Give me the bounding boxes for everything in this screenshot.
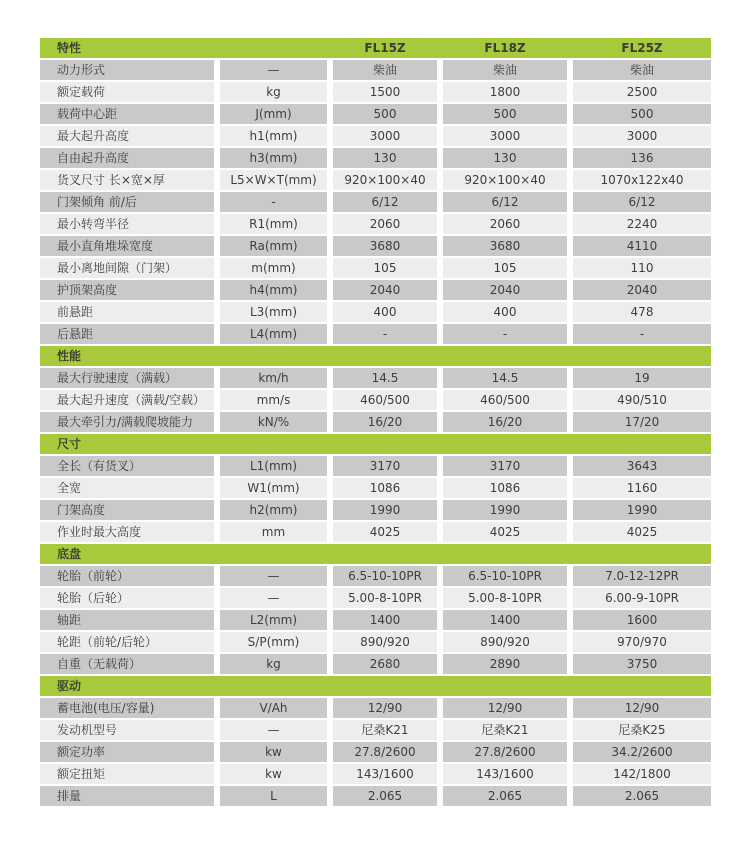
- spec-row-value-fl15z: 890/920: [333, 632, 437, 652]
- spec-table: [40, 38, 711, 808]
- spec-row-value-fl18z: 130: [443, 148, 567, 168]
- spec-row-unit: L5×W×T(mm): [220, 170, 327, 190]
- spec-row-value-fl18z: 4025: [443, 522, 567, 542]
- spec-row-label: 作业时最大高度: [40, 522, 214, 542]
- spec-row: [40, 258, 711, 278]
- spec-row-value-fl25z: 3000: [573, 126, 711, 146]
- spec-row-value-fl18z: 460/500: [443, 390, 567, 410]
- spec-row: [40, 390, 711, 410]
- section-header-row: [40, 676, 711, 696]
- spec-row-value-fl18z: -: [443, 324, 567, 344]
- spec-row-value-fl15z: 6.5-10-10PR: [333, 566, 437, 586]
- table-header-row: [40, 38, 711, 58]
- spec-row-value-fl18z: 3680: [443, 236, 567, 256]
- spec-row-value-fl18z: 143/1600: [443, 764, 567, 784]
- spec-row: [40, 324, 711, 344]
- spec-row-label: 全长（有货叉）: [40, 456, 214, 476]
- spec-row-value-fl25z: -: [573, 324, 711, 344]
- spec-row: [40, 126, 711, 146]
- spec-row-value-fl15z: 14.5: [333, 368, 437, 388]
- header-col-fl18z: FL18Z: [484, 41, 526, 55]
- spec-row-unit: kg: [220, 82, 327, 102]
- header-feature-label: 特性: [57, 41, 82, 55]
- spec-row-value-fl25z: 1600: [573, 610, 711, 630]
- spec-row-label: 最大起升高度: [40, 126, 214, 146]
- spec-row-unit: —: [220, 60, 327, 80]
- spec-row: [40, 500, 711, 520]
- spec-row-value-fl15z: 130: [333, 148, 437, 168]
- spec-row-value-fl15z: 2060: [333, 214, 437, 234]
- spec-row-value-fl25z: 6.00-9-10PR: [573, 588, 711, 608]
- section-title: 驱动: [57, 679, 82, 693]
- spec-row-value-fl18z: 2.065: [443, 786, 567, 806]
- spec-row-label: 前悬距: [40, 302, 214, 322]
- spec-row-value-fl25z: 500: [573, 104, 711, 124]
- spec-row-value-fl15z: 3000: [333, 126, 437, 146]
- spec-row: [40, 170, 711, 190]
- spec-row-value-fl15z: 1990: [333, 500, 437, 520]
- spec-row-unit: L3(mm): [220, 302, 327, 322]
- spec-row-value-fl25z: 2500: [573, 82, 711, 102]
- spec-row-value-fl25z: 3643: [573, 456, 711, 476]
- spec-row-value-fl18z: 柴油: [443, 60, 567, 80]
- spec-row-value-fl25z: 110: [573, 258, 711, 278]
- spec-row-value-fl25z: 柴油: [573, 60, 711, 80]
- spec-row-value-fl18z: 2040: [443, 280, 567, 300]
- section-header-row: [40, 544, 711, 564]
- spec-row-value-fl15z: 6/12: [333, 192, 437, 212]
- spec-row: [40, 566, 711, 586]
- spec-row-value-fl15z: 500: [333, 104, 437, 124]
- spec-row-value-fl25z: 2240: [573, 214, 711, 234]
- spec-row-value-fl25z: 17/20: [573, 412, 711, 432]
- spec-row-unit: kg: [220, 654, 327, 674]
- spec-row-label: 额定扭矩: [40, 764, 214, 784]
- spec-row: [40, 588, 711, 608]
- spec-row-label: 蓄电池(电压/容量): [40, 698, 214, 718]
- spec-row-label: 最小直角堆垛宽度: [40, 236, 214, 256]
- spec-row-unit: mm: [220, 522, 327, 542]
- spec-row-unit: kw: [220, 742, 327, 762]
- section-header-row: [40, 434, 711, 454]
- spec-row-label: 最大行驶速度（满载）: [40, 368, 214, 388]
- spec-row-unit: —: [220, 720, 327, 740]
- spec-row: [40, 720, 711, 740]
- spec-row-value-fl15z: 2040: [333, 280, 437, 300]
- spec-row-label: 最小转弯半径: [40, 214, 214, 234]
- spec-row-value-fl18z: 1800: [443, 82, 567, 102]
- spec-row-unit: —: [220, 588, 327, 608]
- spec-row-value-fl25z: 4025: [573, 522, 711, 542]
- spec-row-unit: V/Ah: [220, 698, 327, 718]
- spec-row-value-fl25z: 34.2/2600: [573, 742, 711, 762]
- spec-row-unit: R1(mm): [220, 214, 327, 234]
- spec-row: [40, 742, 711, 762]
- spec-row-label: 最大牵引力/满载爬坡能力: [40, 412, 214, 432]
- spec-row-unit: L: [220, 786, 327, 806]
- spec-row: [40, 654, 711, 674]
- spec-row-label: 后悬距: [40, 324, 214, 344]
- spec-row-value-fl15z: 105: [333, 258, 437, 278]
- spec-row-value-fl18z: 890/920: [443, 632, 567, 652]
- spec-row: [40, 302, 711, 322]
- spec-row: [40, 478, 711, 498]
- spec-row-value-fl18z: 6.5-10-10PR: [443, 566, 567, 586]
- spec-row-value-fl18z: 1086: [443, 478, 567, 498]
- spec-row-label: 门架高度: [40, 500, 214, 520]
- spec-row-label: 货叉尺寸 长×宽×厚: [40, 170, 214, 190]
- spec-row: [40, 148, 711, 168]
- spec-row: [40, 236, 711, 256]
- spec-row-value-fl25z: 4110: [573, 236, 711, 256]
- spec-row-value-fl18z: 尼桑K21: [443, 720, 567, 740]
- header-col-fl25z: FL25Z: [621, 41, 663, 55]
- spec-row-value-fl25z: 136: [573, 148, 711, 168]
- spec-row-label: 最小离地间隙（门架）: [40, 258, 214, 278]
- spec-row-value-fl18z: 3000: [443, 126, 567, 146]
- spec-row: [40, 192, 711, 212]
- spec-row-value-fl15z: 2680: [333, 654, 437, 674]
- spec-row-label: 轴距: [40, 610, 214, 630]
- spec-row-value-fl18z: 12/90: [443, 698, 567, 718]
- spec-row-value-fl15z: 2.065: [333, 786, 437, 806]
- spec-row: [40, 522, 711, 542]
- spec-row-value-fl18z: 1400: [443, 610, 567, 630]
- spec-row-value-fl15z: 尼桑K21: [333, 720, 437, 740]
- section-header-row: [40, 346, 711, 366]
- spec-row: [40, 412, 711, 432]
- spec-row-label: 护顶架高度: [40, 280, 214, 300]
- spec-row-value-fl15z: 柴油: [333, 60, 437, 80]
- spec-row-value-fl18z: 16/20: [443, 412, 567, 432]
- spec-row-value-fl18z: 400: [443, 302, 567, 322]
- spec-row-unit: h1(mm): [220, 126, 327, 146]
- spec-row-value-fl18z: 920×100×40: [443, 170, 567, 190]
- spec-row-value-fl25z: 7.0-12-12PR: [573, 566, 711, 586]
- spec-row-label: 额定载荷: [40, 82, 214, 102]
- spec-row-unit: kw: [220, 764, 327, 784]
- spec-row-value-fl18z: 27.8/2600: [443, 742, 567, 762]
- spec-row: [40, 632, 711, 652]
- spec-row-label: 最大起升速度（满载/空载）: [40, 390, 214, 410]
- spec-row-value-fl15z: 143/1600: [333, 764, 437, 784]
- spec-row-unit: mm/s: [220, 390, 327, 410]
- spec-row-value-fl18z: 2060: [443, 214, 567, 234]
- spec-row-value-fl18z: 6/12: [443, 192, 567, 212]
- table-body: [40, 60, 711, 806]
- spec-row: [40, 60, 711, 80]
- spec-row: [40, 214, 711, 234]
- spec-row-unit: -: [220, 192, 327, 212]
- spec-row-value-fl15z: 400: [333, 302, 437, 322]
- spec-row-unit: m(mm): [220, 258, 327, 278]
- spec-row: [40, 610, 711, 630]
- spec-row-label: 轮胎（后轮）: [40, 588, 214, 608]
- spec-row-value-fl15z: -: [333, 324, 437, 344]
- spec-row-value-fl15z: 16/20: [333, 412, 437, 432]
- spec-row-value-fl15z: 920×100×40: [333, 170, 437, 190]
- section-title: 性能: [57, 349, 82, 363]
- header-unit-spacer: [220, 38, 327, 58]
- spec-row: [40, 786, 711, 806]
- spec-row-value-fl15z: 1500: [333, 82, 437, 102]
- spec-row-value-fl18z: 500: [443, 104, 567, 124]
- header-col-fl15z: FL15Z: [364, 41, 406, 55]
- spec-row-label: 自由起升高度: [40, 148, 214, 168]
- spec-row-unit: L4(mm): [220, 324, 327, 344]
- spec-row-label: 轮距（前轮/后轮）: [40, 632, 214, 652]
- spec-row-value-fl18z: 105: [443, 258, 567, 278]
- section-title: 尺寸: [57, 437, 82, 451]
- spec-row-value-fl15z: 1400: [333, 610, 437, 630]
- spec-row-value-fl15z: 4025: [333, 522, 437, 542]
- spec-row-unit: h4(mm): [220, 280, 327, 300]
- spec-row-unit: h2(mm): [220, 500, 327, 520]
- spec-row-value-fl25z: 6/12: [573, 192, 711, 212]
- spec-row-value-fl25z: 1070x122x40: [573, 170, 711, 190]
- spec-row-label: 动力形式: [40, 60, 214, 80]
- spec-row-value-fl25z: 2040: [573, 280, 711, 300]
- spec-row: [40, 104, 711, 124]
- spec-row-value-fl18z: 1990: [443, 500, 567, 520]
- spec-row-value-fl18z: 2890: [443, 654, 567, 674]
- spec-row-value-fl25z: 1990: [573, 500, 711, 520]
- spec-row-label: 自重（无载荷）: [40, 654, 214, 674]
- spec-row-value-fl15z: 3680: [333, 236, 437, 256]
- spec-row-value-fl25z: 3750: [573, 654, 711, 674]
- spec-row: [40, 698, 711, 718]
- spec-row-value-fl25z: 970/970: [573, 632, 711, 652]
- spec-row-label: 全宽: [40, 478, 214, 498]
- spec-row-label: 载荷中心距: [40, 104, 214, 124]
- spec-row-unit: h3(mm): [220, 148, 327, 168]
- spec-row-unit: S/P(mm): [220, 632, 327, 652]
- spec-row-unit: km/h: [220, 368, 327, 388]
- spec-row-value-fl18z: 5.00-8-10PR: [443, 588, 567, 608]
- spec-row-value-fl25z: 1160: [573, 478, 711, 498]
- spec-row-value-fl15z: 5.00-8-10PR: [333, 588, 437, 608]
- spec-row-unit: kN/%: [220, 412, 327, 432]
- spec-row-value-fl25z: 478: [573, 302, 711, 322]
- spec-row: [40, 456, 711, 476]
- spec-row-value-fl18z: 14.5: [443, 368, 567, 388]
- spec-row-value-fl25z: 2.065: [573, 786, 711, 806]
- spec-row-unit: Ra(mm): [220, 236, 327, 256]
- spec-row-unit: J(mm): [220, 104, 327, 124]
- spec-row-value-fl15z: 3170: [333, 456, 437, 476]
- spec-row-value-fl15z: 1086: [333, 478, 437, 498]
- spec-row-label: 门架倾角 前/后: [40, 192, 214, 212]
- spec-row-label: 发动机型号: [40, 720, 214, 740]
- spec-row-value-fl25z: 490/510: [573, 390, 711, 410]
- spec-row-value-fl25z: 尼桑K25: [573, 720, 711, 740]
- spec-row-value-fl18z: 3170: [443, 456, 567, 476]
- section-title: 底盘: [57, 547, 82, 561]
- spec-row-unit: L1(mm): [220, 456, 327, 476]
- spec-row: [40, 280, 711, 300]
- spec-row-unit: L2(mm): [220, 610, 327, 630]
- spec-row-label: 轮胎（前轮）: [40, 566, 214, 586]
- spec-row: [40, 368, 711, 388]
- spec-row-label: 额定功率: [40, 742, 214, 762]
- spec-row-unit: —: [220, 566, 327, 586]
- spec-row-value-fl15z: 12/90: [333, 698, 437, 718]
- spec-row-unit: W1(mm): [220, 478, 327, 498]
- spec-row-label: 排量: [40, 786, 214, 806]
- spec-row-value-fl25z: 142/1800: [573, 764, 711, 784]
- spec-row: [40, 764, 711, 784]
- spec-row-value-fl25z: 12/90: [573, 698, 711, 718]
- spec-row-value-fl25z: 19: [573, 368, 711, 388]
- spec-row-value-fl15z: 27.8/2600: [333, 742, 437, 762]
- spec-row-value-fl15z: 460/500: [333, 390, 437, 410]
- spec-row: [40, 82, 711, 102]
